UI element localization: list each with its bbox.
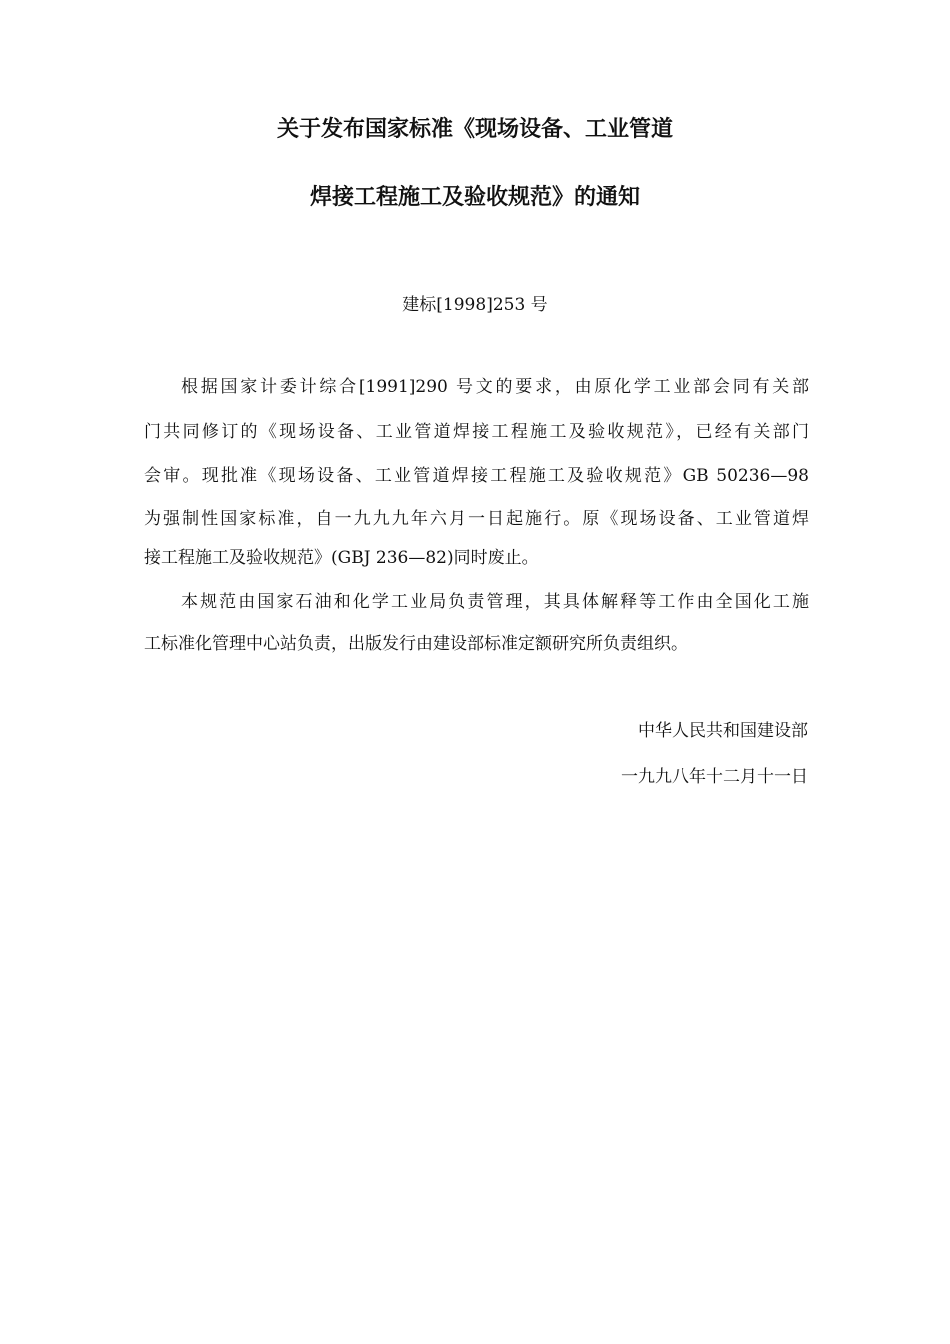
issue-date: 一九九八年十二月十一日 (621, 767, 808, 787)
document-title-line-1: 关于发布国家标准《现场设备、工业管道 (276, 116, 673, 142)
document-title-line-2: 焊接工程施工及验收规范》的通知 (309, 184, 640, 210)
paragraph-2-line-1: 本规范由国家石油和化学工业局负责管理，其具体解释等工作由全国化工施 (181, 592, 809, 612)
paragraph-1-line-1: 根据国家计委计综合[1991]290 号文的要求，由原化学工业部会同有关部 (181, 377, 809, 397)
paragraph-1-line-2: 门共同修订的《现场设备、工业管道焊接工程施工及验收规范》，已经有关部门 (144, 422, 809, 442)
paragraph-1-line-5: 接工程施工及验收规范》(GBJ 236—82)同时废止。 (144, 548, 539, 568)
document-number: 建标[1998]253 号 (402, 295, 548, 315)
paragraph-2-line-2: 工标准化管理中心站负责，出版发行由建设部标准定额研究所负责组织。 (144, 634, 688, 654)
paragraph-1-line-3: 会审。现批准《现场设备、工业管道焊接工程施工及验收规范》GB 50236—98 (144, 466, 809, 486)
paragraph-1-line-4: 为强制性国家标准，自一九九九年六月一日起施行。原《现场设备、工业管道焊 (144, 509, 809, 529)
issuing-authority: 中华人民共和国建设部 (638, 721, 808, 741)
